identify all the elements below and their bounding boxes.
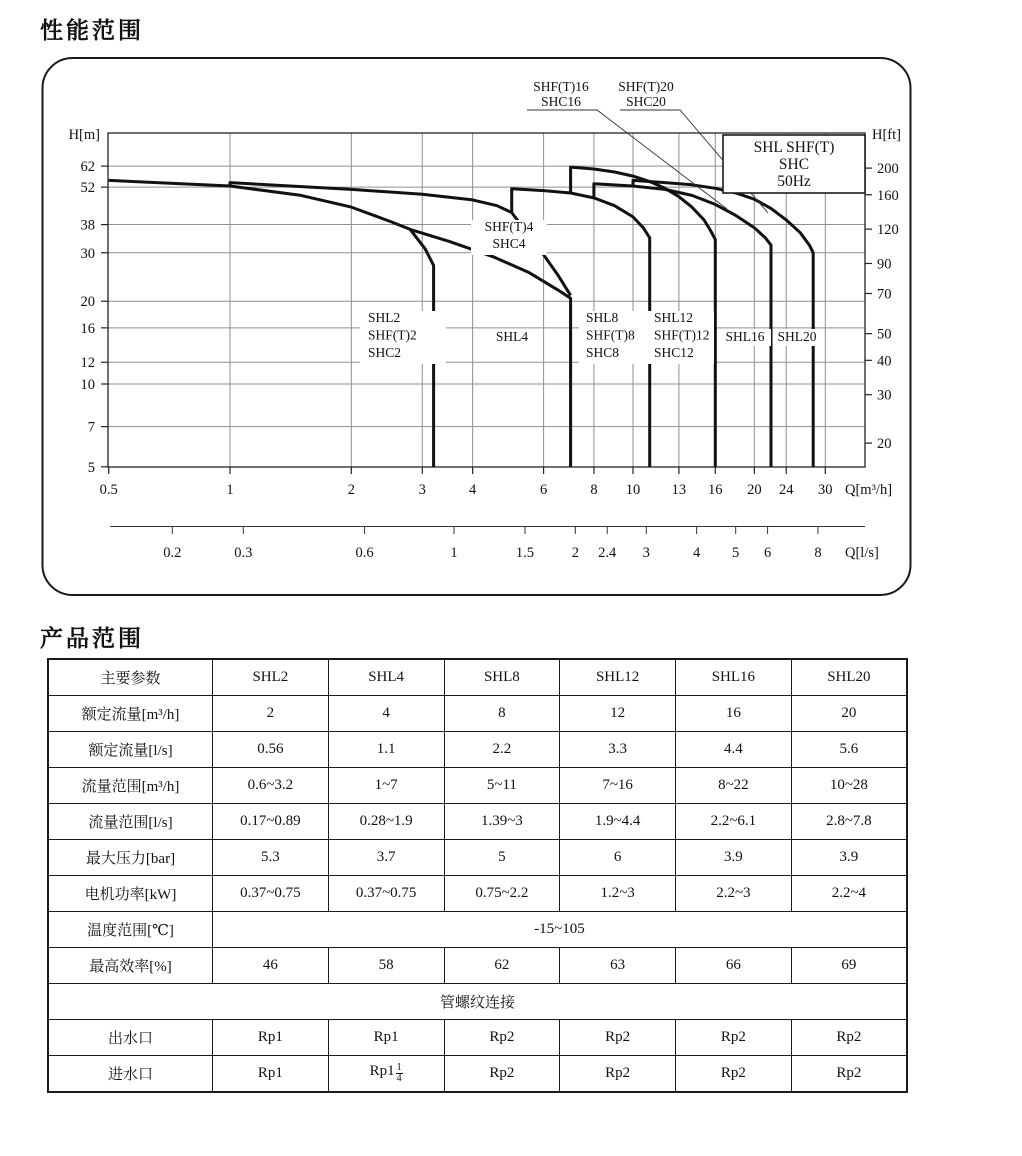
y-axis-right-tick-label: 160 xyxy=(877,187,899,204)
table-row xyxy=(48,948,907,984)
y-axis-right-title: H[ft] xyxy=(872,127,901,143)
x-axis-tick-label: 1 xyxy=(226,482,234,498)
y-axis-left-tick-label: 7 xyxy=(87,419,95,436)
table-value-cell: Rp2 xyxy=(676,1056,792,1093)
table-header-model: SHL12 xyxy=(560,659,676,696)
y-axis-left-tick-label: 20 xyxy=(80,294,95,311)
table-value-cell: 3.7 xyxy=(328,840,444,876)
product-range-table-container xyxy=(47,658,908,1093)
secondary-axis-tick-label: 0.3 xyxy=(234,545,253,561)
table-header-param: 主要参数 xyxy=(48,659,213,696)
secondary-axis-tick-label: 1 xyxy=(450,545,458,561)
x-axis-tick-label: 4 xyxy=(469,482,477,498)
table-value-cell: 2.8~7.8 xyxy=(791,804,907,840)
table-header-model: SHL20 xyxy=(791,659,907,696)
secondary-axis-tick-label: 2 xyxy=(571,545,579,561)
table-row-label: 出水口 xyxy=(48,1020,213,1056)
table-row-label: 最高效率[%] xyxy=(48,948,213,984)
table-value-cell: 2.2~6.1 xyxy=(676,804,792,840)
table-row-label: 流量范围[l/s] xyxy=(48,804,213,840)
product-range-table xyxy=(47,658,908,1093)
secondary-axis-tick-label: 3 xyxy=(642,545,650,561)
table-value-cell: 5~11 xyxy=(444,768,560,804)
table-value-cell: 1.9~4.4 xyxy=(560,804,676,840)
table-row xyxy=(48,732,907,768)
y-axis-left-tick-label: 30 xyxy=(80,245,95,262)
table-row-label: 额定流量[l/s] xyxy=(48,732,213,768)
y-axis-right-tick-label: 200 xyxy=(877,161,899,178)
x-axis-tick-label: 6 xyxy=(539,482,548,498)
table-value-cell: 2 xyxy=(213,696,329,732)
y-axis-left-tick-label: 10 xyxy=(80,377,95,393)
chart-legend-text: SHC xyxy=(778,156,810,173)
table-value-cell: Rp1 xyxy=(213,1056,329,1093)
y-axis-left-title: H[m] xyxy=(68,127,100,143)
pump-region-label: SHF(T)12 xyxy=(654,327,710,343)
secondary-axis-tick-label: 4 xyxy=(693,545,701,561)
pump-region-label: SHL12 xyxy=(654,310,694,325)
table-value-cell: 62 xyxy=(444,948,560,984)
y-axis-right-tick-label: 70 xyxy=(877,286,892,303)
table-row xyxy=(48,1020,907,1056)
table-row-label: 额定流量[m³/h] xyxy=(48,696,213,732)
callout-label: SHC16 xyxy=(541,94,581,109)
table-header-model: SHL4 xyxy=(328,659,444,696)
table-header-row xyxy=(48,659,907,696)
table-value-cell: Rp2 xyxy=(560,1020,676,1056)
table-value-cell: 0.37~0.75 xyxy=(213,876,329,912)
table-value-cell: 1~7 xyxy=(328,768,444,804)
x-axis-tick-label: 10 xyxy=(625,482,641,498)
table-value-cell: 63 xyxy=(560,948,676,984)
table-value-cell: 1.39~3 xyxy=(444,804,560,840)
table-value-cell: 2.2~3 xyxy=(676,876,792,912)
table-row xyxy=(48,912,907,948)
secondary-axis-tick-label: 5 xyxy=(732,545,740,561)
table-header-model: SHL16 xyxy=(676,659,792,696)
table-value-cell: 20 xyxy=(791,696,907,732)
y-axis-right-tick-label: 50 xyxy=(877,326,892,343)
table-value-cell: 66 xyxy=(676,948,792,984)
secondary-axis-tick-label: 8 xyxy=(814,545,822,561)
callout-label: SHF(T)16 xyxy=(533,79,589,94)
callout-label: SHF(T)20 xyxy=(618,79,674,94)
x-axis-tick-label: 0.5 xyxy=(99,482,118,498)
y-axis-left-tick-label: 16 xyxy=(80,320,95,337)
table-row-label: 温度范围[℃] xyxy=(48,912,213,948)
table-value-cell: 58 xyxy=(328,948,444,984)
table-row-label: 最大压力[bar] xyxy=(48,840,213,876)
secondary-axis-tick-label: 2.4 xyxy=(598,545,617,561)
pump-region-label: SHL20 xyxy=(777,329,817,344)
fraction-one-quarter: $\frac{1}{4}$ xyxy=(396,1062,402,1084)
table-value-cell: 46 xyxy=(213,948,329,984)
pump-region-label: SHC2 xyxy=(368,345,402,360)
table-value-cell: 0.56 xyxy=(213,732,329,768)
table-value-cell: 3.9 xyxy=(791,840,907,876)
table-row xyxy=(48,1056,907,1093)
table-value-cell: Rp2 xyxy=(791,1020,907,1056)
table-value-cell: 4 xyxy=(328,696,444,732)
table-value-cell: 10~28 xyxy=(791,768,907,804)
table-row-label: 进水口 xyxy=(48,1056,213,1093)
y-axis-right-tick-label: 20 xyxy=(877,436,892,453)
table-row xyxy=(48,804,907,840)
table-row-label: 电机功率[kW] xyxy=(48,876,213,912)
table-value-cell: 4.4 xyxy=(676,732,792,768)
table-value-cell: Rp1 $\frac{1}{4}$ xyxy=(328,1056,444,1093)
y-axis-right-tick-label: 30 xyxy=(877,387,892,404)
y-axis-left-tick-label: 5 xyxy=(87,459,95,476)
table-merged-cell: -15~105 xyxy=(213,912,908,948)
pump-region-label: SHC4 xyxy=(492,236,526,251)
table-value-cell: 69 xyxy=(791,948,907,984)
section-title-product-range: 产品范围 xyxy=(40,625,144,651)
table-value-cell: Rp2 xyxy=(560,1056,676,1093)
y-axis-left-tick-label: 62 xyxy=(80,159,95,176)
table-value-cell: 1.1 xyxy=(328,732,444,768)
table-value-cell: 3.9 xyxy=(676,840,792,876)
pump-region-label: SHL2 xyxy=(368,310,401,325)
table-row xyxy=(48,840,907,876)
y-axis-right-tick-label: 40 xyxy=(877,353,892,370)
y-axis-right-tick-label: 90 xyxy=(877,256,892,273)
table-row-label: 流量范围[m³/h] xyxy=(48,768,213,804)
secondary-axis-tick-label: 0.6 xyxy=(355,545,374,561)
chart-legend-text: 50Hz xyxy=(777,173,811,190)
x-axis-tick-label: 2 xyxy=(347,482,355,498)
pump-region-label: SHC8 xyxy=(586,345,620,360)
pump-region-label: SHL16 xyxy=(725,329,765,344)
pump-region-label: SHC12 xyxy=(654,345,694,360)
table-value-cell: 1.2~3 xyxy=(560,876,676,912)
x-axis-tick-label: 13 xyxy=(671,482,687,498)
table-value-cell: 5 xyxy=(444,840,560,876)
table-row xyxy=(48,768,907,804)
table-value-cell: Rp2 xyxy=(791,1056,907,1093)
pump-region-label: SHL8 xyxy=(586,310,619,325)
x-axis-tick-label: 3 xyxy=(418,482,426,498)
pump-region-label: SHL4 xyxy=(495,329,529,344)
table-value-cell: 3.3 xyxy=(560,732,676,768)
table-value-cell: Rp2 xyxy=(676,1020,792,1056)
table-row xyxy=(48,696,907,732)
table-value-cell: 5.3 xyxy=(213,840,329,876)
pump-region-label: SHF(T)8 xyxy=(586,327,635,343)
table-value-cell: Rp2 xyxy=(444,1056,560,1093)
table-value-cell: 0.37~0.75 xyxy=(328,876,444,912)
table-row xyxy=(48,876,907,912)
table-value-cell: Rp1 xyxy=(213,1020,329,1056)
table-header-model: SHL2 xyxy=(213,659,329,696)
pump-region-label: SHF(T)4 xyxy=(484,219,534,234)
table-value-cell: 2.2~4 xyxy=(791,876,907,912)
secondary-axis-title: Q[l/s] xyxy=(845,545,879,561)
chart-legend-text: SHL SHF(T) xyxy=(753,139,835,156)
table-value-cell: 8~22 xyxy=(676,768,792,804)
table-value-cell: 5.6 xyxy=(791,732,907,768)
x-axis-tick-label: 20 xyxy=(747,482,762,498)
y-axis-left-tick-label: 38 xyxy=(80,217,95,234)
secondary-axis-tick-label: 6 xyxy=(763,545,772,561)
x-axis-tick-label: 30 xyxy=(818,482,833,498)
table-value-cell: 8 xyxy=(444,696,560,732)
y-axis-left-tick-label: 12 xyxy=(80,355,95,372)
y-axis-right-tick-label: 120 xyxy=(877,222,899,239)
table-merged-full-cell: 管螺纹连接 xyxy=(48,984,907,1020)
x-axis-title: Q[m³/h] xyxy=(845,482,893,498)
table-value-cell: 0.17~0.89 xyxy=(213,804,329,840)
pump-region-label: SHF(T)2 xyxy=(368,327,417,343)
table-value-cell: 16 xyxy=(676,696,792,732)
x-axis-tick-label: 24 xyxy=(778,482,794,498)
secondary-axis-tick-label: 0.2 xyxy=(163,545,182,561)
table-value-cell: 12 xyxy=(560,696,676,732)
table-value-cell: 0.6~3.2 xyxy=(213,768,329,804)
table-header-model: SHL8 xyxy=(444,659,560,696)
table-value-cell: Rp2 xyxy=(444,1020,560,1056)
table-value-cell: 6 xyxy=(560,840,676,876)
x-axis-tick-label: 16 xyxy=(708,482,723,498)
section-title-performance-range: 性能范围 xyxy=(40,17,144,43)
secondary-axis-tick-label: 1.5 xyxy=(515,545,535,561)
table-value-cell: Rp1 xyxy=(328,1020,444,1056)
x-axis-tick-label: 8 xyxy=(590,482,598,498)
table-value-cell: 7~16 xyxy=(560,768,676,804)
y-axis-left-tick-label: 52 xyxy=(80,180,95,197)
table-row xyxy=(48,984,907,1020)
callout-label: SHC20 xyxy=(626,94,666,109)
table-value-cell: 0.28~1.9 xyxy=(328,804,444,840)
table-value-cell: 0.75~2.2 xyxy=(444,876,560,912)
table-value-cell: 2.2 xyxy=(444,732,560,768)
